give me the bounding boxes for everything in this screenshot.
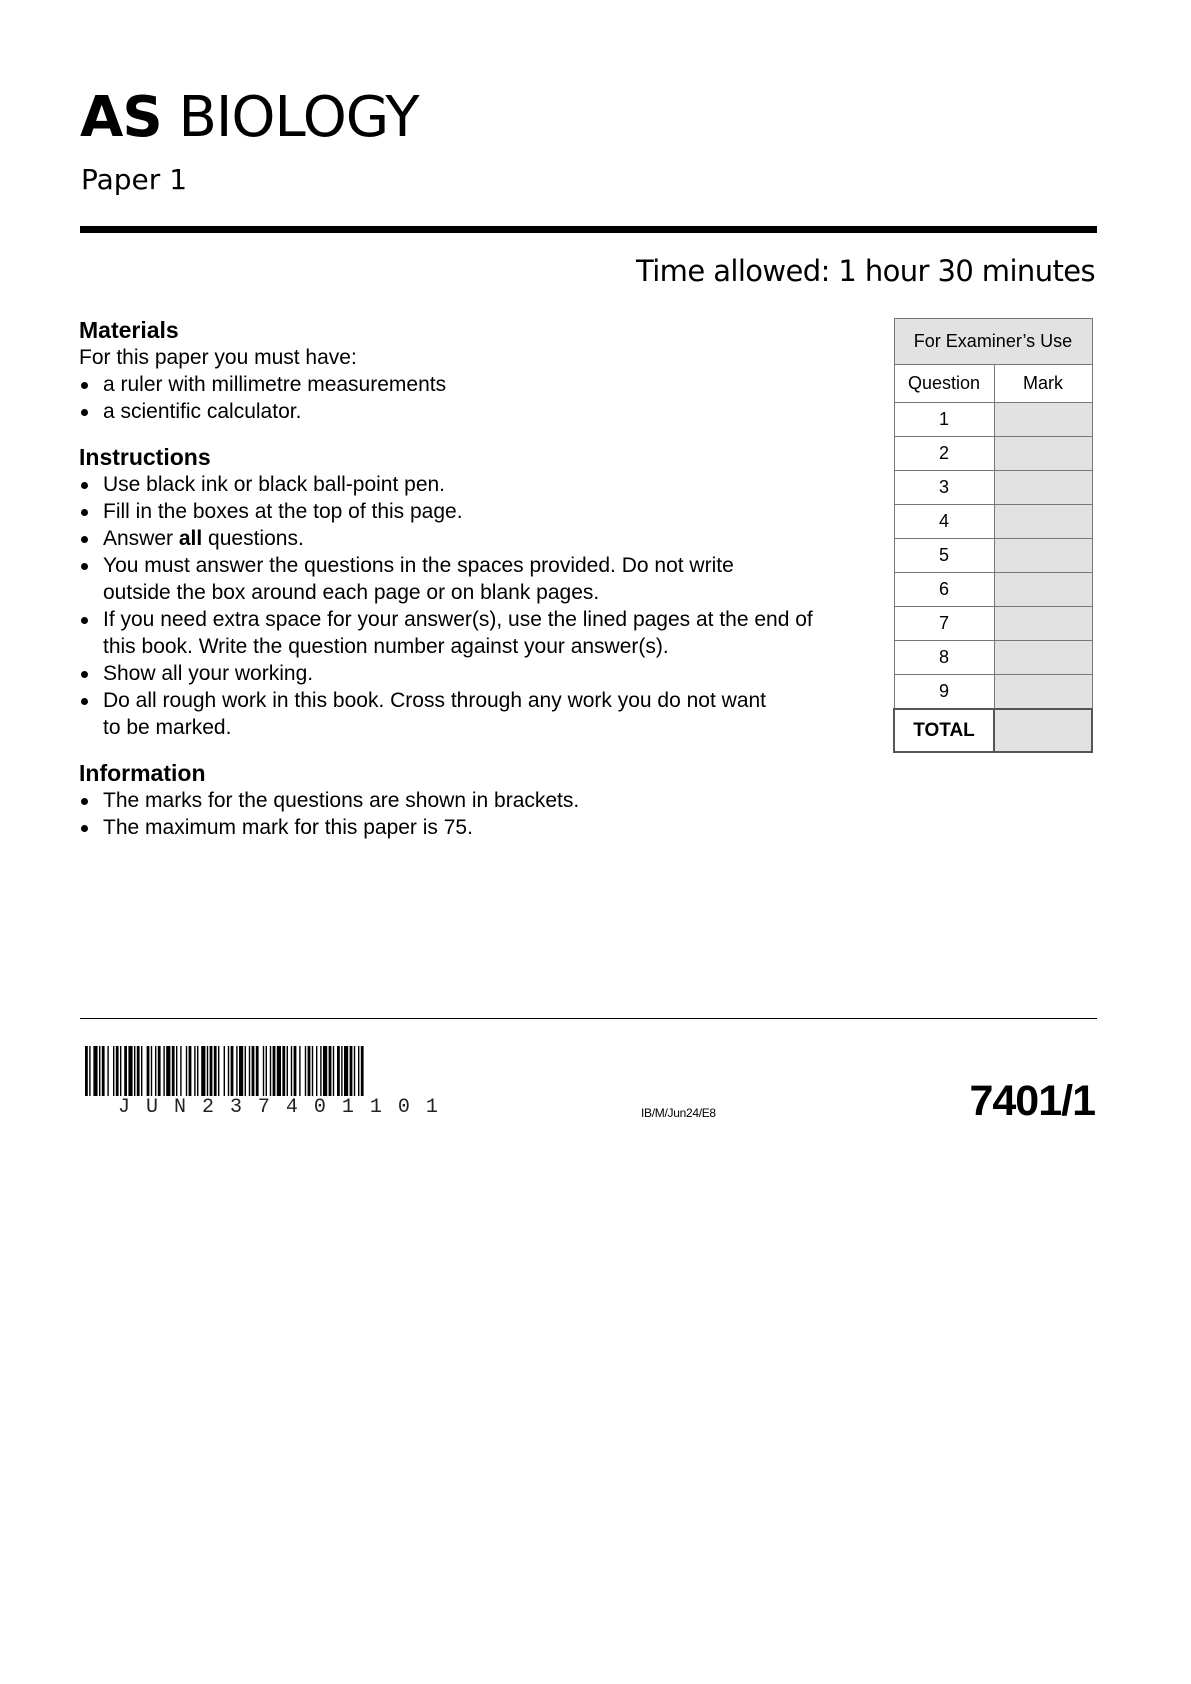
reference-code: IB/M/Jun24/E8 xyxy=(641,1106,716,1120)
information-heading: Information xyxy=(79,760,206,786)
instructions-list xyxy=(79,471,879,741)
list-item: a ruler with millimetre measurements xyxy=(79,371,879,398)
mark-cell xyxy=(994,437,1092,471)
barcode-char: 4 xyxy=(285,1096,298,1119)
list-item-text: Show all your working. xyxy=(103,662,314,685)
materials-list xyxy=(79,371,879,425)
materials-section xyxy=(79,316,879,425)
total-row xyxy=(894,709,1092,752)
table-row xyxy=(894,573,1092,607)
examiner-use-title: For Examiner’s Use xyxy=(894,319,1092,365)
table-row xyxy=(894,471,1092,505)
instructions-heading: Instructions xyxy=(79,444,211,470)
list-item-text-continued: this book. Write the question number against your answer(s). xyxy=(103,635,669,658)
table-row xyxy=(894,539,1092,573)
footer-divider xyxy=(80,1018,1097,1019)
question-number: 2 xyxy=(894,437,994,471)
mark-cell xyxy=(994,675,1092,710)
examiner-use-table xyxy=(893,318,1093,753)
emphasis-all: all xyxy=(178,527,203,550)
paper-number: Paper 1 xyxy=(81,163,188,196)
barcode-char: J xyxy=(118,1096,131,1119)
mark-cell xyxy=(994,607,1092,641)
instructions-section xyxy=(79,443,879,741)
mark-cell xyxy=(994,505,1092,539)
time-allowed-container xyxy=(0,253,1095,289)
table-row xyxy=(894,641,1092,675)
mark-cell xyxy=(994,539,1092,573)
list-item-text: You must answer the questions in the spaces provided. Do not write xyxy=(103,554,734,577)
question-number: 3 xyxy=(894,471,994,505)
total-label: TOTAL xyxy=(894,709,994,752)
subject-name: BIOLOGY xyxy=(178,85,419,150)
table-column-header-row xyxy=(894,365,1092,403)
list-item-text: If you need extra space for your answer(s), use the lined pages at the end of xyxy=(103,608,813,631)
mark-column-header: Mark xyxy=(994,365,1092,403)
list-item-text: questions. xyxy=(202,527,304,550)
materials-heading: Materials xyxy=(79,317,179,343)
list-item: The marks for the questions are shown in brackets. xyxy=(79,787,879,814)
barcode xyxy=(85,1046,471,1096)
list-item-text: Use black ink or black ball-point pen. xyxy=(103,473,446,496)
list-item: a scientific calculator. xyxy=(79,398,879,425)
table-row xyxy=(894,675,1092,710)
barcode-char: 2 xyxy=(201,1096,214,1119)
barcode-text xyxy=(118,1097,438,1119)
mark-cell xyxy=(994,403,1092,437)
mark-cell xyxy=(994,471,1092,505)
barcode-char: 3 xyxy=(229,1096,242,1119)
list-item-text-continued: to be marked. xyxy=(103,716,232,739)
list-item xyxy=(79,552,879,606)
barcode-char: U xyxy=(145,1096,158,1119)
information-section xyxy=(79,759,879,841)
exam-information xyxy=(79,316,879,859)
table-row xyxy=(894,505,1092,539)
list-item-text: Answer xyxy=(103,527,179,550)
question-number: 7 xyxy=(894,607,994,641)
table-header-row xyxy=(894,319,1092,365)
list-item xyxy=(79,687,879,741)
barcode-char: 1 xyxy=(369,1096,382,1119)
materials-intro: For this paper you must have: xyxy=(79,346,357,369)
list-item xyxy=(79,498,879,525)
information-list xyxy=(79,787,879,841)
time-allowed: Time allowed: 1 hour 30 minutes xyxy=(636,254,1095,288)
list-item xyxy=(79,471,879,498)
question-number: 6 xyxy=(894,573,994,607)
list-item xyxy=(79,525,879,552)
question-column-header: Question xyxy=(894,365,994,403)
barcode-char: 0 xyxy=(313,1096,326,1119)
list-item-text: Fill in the boxes at the top of this page. xyxy=(103,500,463,523)
list-item xyxy=(79,606,879,660)
list-item: The maximum mark for this paper is 75. xyxy=(79,814,879,841)
table-row xyxy=(894,403,1092,437)
question-number: 8 xyxy=(894,641,994,675)
total-mark-cell xyxy=(994,709,1092,752)
question-number: 4 xyxy=(894,505,994,539)
list-item-text: Do all rough work in this book. Cross through any work you do not want xyxy=(103,689,767,712)
question-number: 1 xyxy=(894,403,994,437)
mark-cell xyxy=(994,641,1092,675)
list-item-text-continued: outside the box around each page or on blank pages. xyxy=(103,581,600,604)
question-number: 9 xyxy=(894,675,994,710)
barcode-icon xyxy=(85,1046,471,1096)
table-row xyxy=(894,607,1092,641)
barcode-char: 0 xyxy=(397,1096,410,1119)
barcode-char: 7 xyxy=(257,1096,270,1119)
subject-prefix: AS xyxy=(80,85,162,150)
table-row xyxy=(894,437,1092,471)
question-number: 5 xyxy=(894,539,994,573)
mark-cell xyxy=(994,573,1092,607)
barcode-char: N xyxy=(173,1096,186,1119)
list-item xyxy=(79,660,879,687)
header-divider xyxy=(80,226,1097,233)
paper-code: 7401/1 xyxy=(969,1077,1095,1125)
subject-title xyxy=(80,86,419,150)
barcode-char: 1 xyxy=(425,1096,438,1119)
barcode-char: 1 xyxy=(341,1096,354,1119)
